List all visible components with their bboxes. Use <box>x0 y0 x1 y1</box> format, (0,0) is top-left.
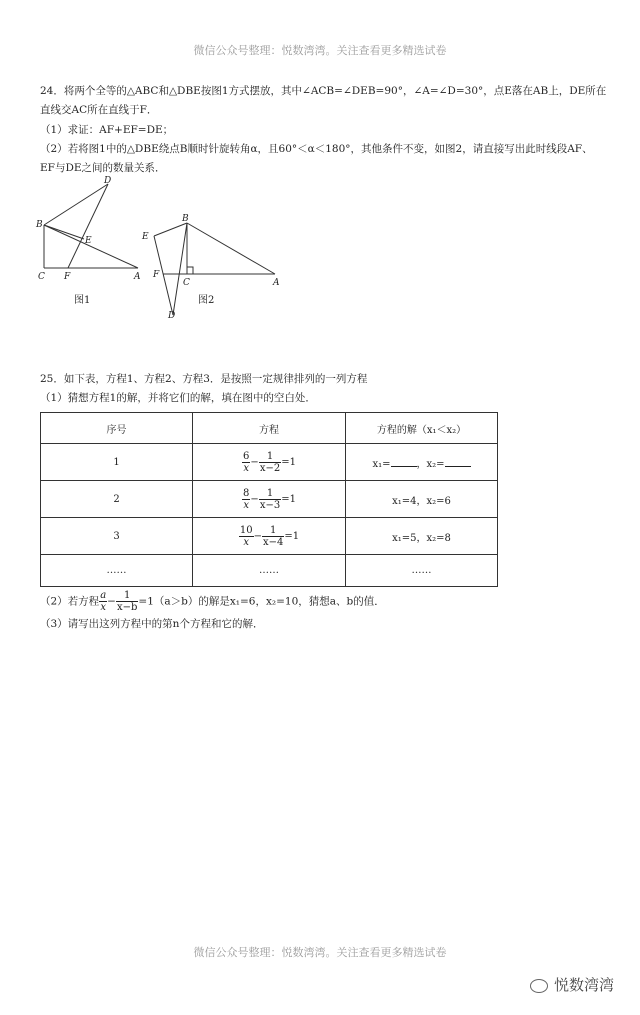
row1-solution: x₁= ，x₂= <box>346 444 498 481</box>
header-solution: 方程的解（x₁＜x₂） <box>346 413 498 444</box>
fig1-label-D: D <box>104 176 112 186</box>
q25-part1: （1）猜想方程1的解，并将它们的解，填在图中的空白处． <box>40 392 316 404</box>
fig1-label-F: F <box>64 272 71 282</box>
fig2-line-BD <box>173 223 187 315</box>
row3-solution: x₁=5，x₂=8 <box>346 518 498 555</box>
fig2-line-BA <box>187 223 275 274</box>
fig1-label-A: A <box>134 272 141 282</box>
brand-logo-text: 悦数湾湾 <box>554 976 615 994</box>
fig1-label-E: E <box>85 236 92 246</box>
fig2-label-A: A <box>273 278 280 288</box>
figure-2-caption: 图2 <box>198 295 215 306</box>
page-footer-watermark: 微信公众号整理：悦数湾湾。关注查看更多精选试卷 <box>193 946 447 959</box>
fig1-label-C: C <box>38 272 45 282</box>
q24-part1: （1）求证：AF+EF=DE； <box>40 124 174 136</box>
fig1-label-B: B <box>36 220 43 230</box>
fig2-label-C: C <box>183 278 190 288</box>
row2-solution: x₁=4，x₂=6 <box>346 481 498 518</box>
fig2-label-D: D <box>168 311 176 320</box>
row-ellipsis-equation: …… <box>193 555 346 587</box>
wechat-icon <box>530 979 548 993</box>
row3-index: 3 <box>41 518 193 555</box>
header-index: 序号 <box>41 413 193 444</box>
row1-index: 1 <box>41 444 193 481</box>
row1-blank-x2[interactable] <box>445 456 471 467</box>
fig1-line-BE <box>44 225 84 239</box>
table-row <box>41 518 498 555</box>
row-ellipsis-index: …… <box>41 555 193 587</box>
header-equation: 方程 <box>193 413 346 444</box>
table-row <box>41 555 498 587</box>
q25-intro: 25．如下表，方程1、方程2、方程3．是按照一定规律排列的一列方程 <box>40 373 368 385</box>
row2-index: 2 <box>41 481 193 518</box>
fig2-label-F: F <box>153 270 160 280</box>
q25-part2: （2）若方程 $\frac{a}{x}$ − $\frac{1}{x-b}$ =1（a＞b）的解是x₁=6，x₂=10，猜想a、b的值． <box>40 590 385 613</box>
figure-1-caption: 图1 <box>74 295 91 306</box>
fig2-right-angle-mark <box>187 267 193 274</box>
row3-equation: $\frac{10}{x}$ − $\frac{1}{x-4}$ =1 <box>193 518 346 555</box>
fig2-label-B: B <box>182 214 189 224</box>
fig1-line-BA <box>44 225 138 268</box>
q24-line1: 24．将两个全等的△ABC和△DBE按图1方式摆放，其中∠ACB=∠DEB=90°，∠A=∠D=30°，点E落在AB上，DE所在 <box>40 85 607 97</box>
brand-logo <box>530 974 614 995</box>
q24-line2: 直线交AC所在直线于F． <box>40 104 158 116</box>
table-header-row <box>41 413 498 444</box>
table-row <box>41 481 498 518</box>
page-header-watermark: 微信公众号整理：悦数湾湾。关注查看更多精选试卷 <box>193 44 447 57</box>
fig2-line-EB <box>154 223 187 236</box>
row2-equation: $\frac{8}{x}$ − $\frac{1}{x-3}$ =1 <box>193 481 346 518</box>
row-ellipsis-solution: …… <box>346 555 498 587</box>
table-row <box>41 444 498 481</box>
q24-part2-line1: （2）若将图1中的△DBE绕点B顺时针旋转角α，且60°＜α＜180°，其他条件不变，如图2，请直接写出此时线段AF、 <box>40 143 593 155</box>
q24-part2-line2: EF与DE之间的数量关系． <box>40 162 166 174</box>
row1-blank-x1[interactable] <box>391 456 417 467</box>
equation-table <box>40 412 498 587</box>
q25-part3: （3）请写出这列方程中的第n个方程和它的解． <box>40 618 264 630</box>
fig2-label-E: E <box>142 232 149 242</box>
row1-equation: $\frac{6}{x}$ − $\frac{1}{x-2}$ =1 <box>193 444 346 481</box>
